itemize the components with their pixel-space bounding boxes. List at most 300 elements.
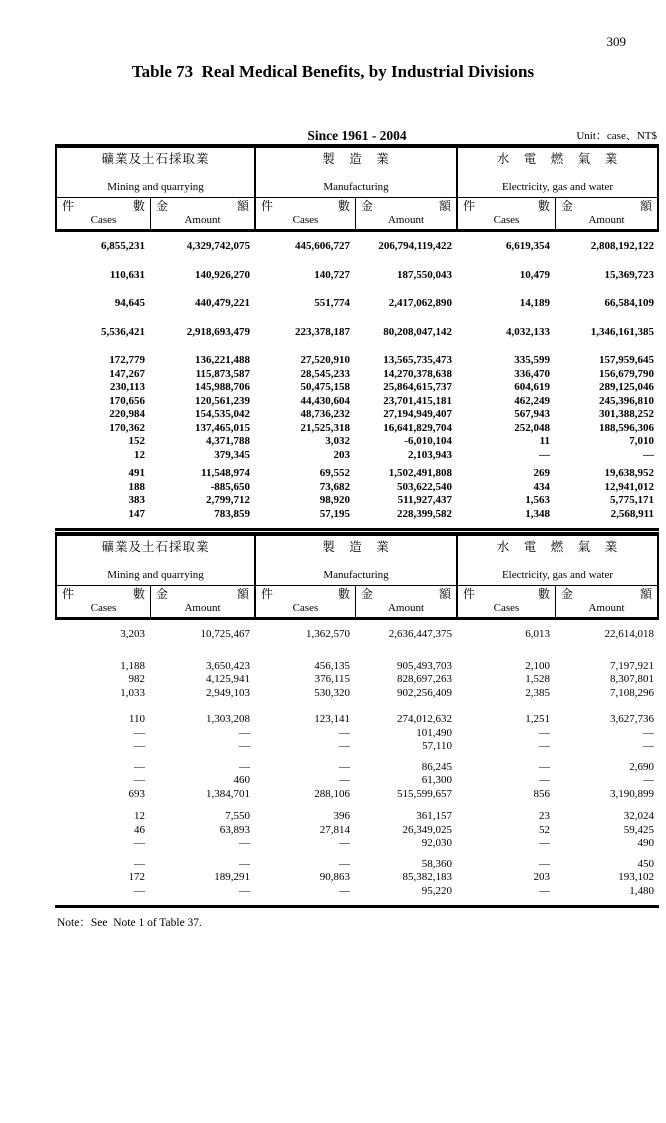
table-cell: 48,736,232 [300,408,350,420]
table-header [55,144,659,232]
row-block [55,858,659,899]
table-cell: 1,348 [525,507,550,520]
table-cell: 203 [533,871,550,883]
table-cell: 26,349,025 [402,823,452,836]
subcolumn-header-row [57,586,657,617]
table-cell: 3,032 [325,435,350,447]
table-cell: 530,320 [314,686,350,699]
table-subtitle [55,128,659,144]
table-cell: — [539,857,550,870]
table-cell: 4,329,742,075 [186,240,250,252]
table-cell: 32,024 [623,810,654,822]
table-cell: 1,563 [525,494,550,506]
table-cell: 2,417,062,890 [388,297,452,309]
table-cell: — [134,740,145,752]
subcolumn-title-zh [458,588,555,601]
table-lower-section [55,532,659,908]
table-cell: 170,362 [109,421,145,434]
table-cell: 23,701,415,181 [383,394,452,407]
table-row [55,508,659,522]
table-cell: 157,959,645 [599,354,654,366]
table-cell: 515,599,657 [397,787,452,800]
group-title-zh: 礦業及土石採取業 [101,152,210,166]
subcolumn-title-zh [151,588,254,601]
subcolumn-zh-right: 額 [639,587,652,601]
table-cell: 335,599 [514,354,550,366]
table-cell: 456,135 [314,659,350,672]
group-title-en: Manufacturing [323,569,389,581]
group-title-zh: 水 電 燃 氣 業 [496,152,619,166]
table-cell: 982 [128,673,145,685]
subcolumn-zh-right: 數 [132,587,145,601]
table-cell: — [239,740,250,752]
group-header-row [57,536,657,586]
subcolumn-header-row [57,198,657,229]
table-cell: — [339,884,350,897]
subcolumn-title-zh [356,588,456,601]
table-row [55,494,659,508]
row-block [55,628,659,642]
subcolumn-title-en: Amount [184,214,221,226]
table-cell: — [539,740,550,752]
table-row [55,467,659,481]
table-cell: 376,115 [314,673,350,685]
table-cell: 98,920 [319,494,350,506]
table-cell: 140,727 [314,268,350,281]
table-cell: 1,346,161,385 [590,325,654,338]
subcolumn-title-en: Cases [292,214,319,226]
table-cell: 1,303,208 [206,713,250,725]
unit-label: Unit：case、NT$ [576,130,657,142]
group-title-en: Manufacturing [323,181,389,193]
table-row [55,885,659,899]
table-caption [55,122,659,144]
table-cell: 145,988,706 [195,381,250,393]
row-block [55,660,659,701]
table-cell: 12 [134,448,145,461]
subcolumn-header [556,198,657,229]
column-group-header [458,148,657,197]
table-cell: 156,679,790 [599,367,654,380]
table-cell: 172,779 [109,354,145,366]
table-cell: 66,584,109 [604,297,654,309]
subcolumn-title-zh [556,200,657,213]
table-body [55,232,659,531]
table-row [55,240,659,254]
table-cell: 2,799,712 [206,494,250,506]
table-cell: 2,103,943 [408,448,452,461]
subcolumn-header [151,586,256,617]
table-cell: 95,220 [421,884,452,897]
table-cell: 27,814 [319,823,350,836]
table-cell: — [339,837,350,849]
table-cell: 14,189 [519,297,550,309]
table-cell: 11,548,974 [201,467,250,479]
table-row [55,660,659,674]
subcolumn-zh-left: 件 [62,587,75,601]
table-cell: — [134,857,145,870]
table-cell: — [134,774,145,786]
table-cell: 7,197,921 [610,659,654,672]
table-cell: — [339,726,350,739]
table-cell: — [239,884,250,897]
table-cell: 92,030 [421,837,452,849]
table-cell: 828,697,263 [397,673,452,685]
table-cell: 170,656 [109,394,145,407]
table-cell: 1,251 [525,713,550,725]
column-group-header [256,148,458,197]
table-cell: — [539,837,550,849]
table-cell: 16,641,829,704 [383,421,452,434]
table-cell: 3,627,736 [610,713,654,725]
subcolumn-zh-right: 額 [438,587,451,601]
table-cell: 905,493,703 [397,659,452,672]
table-cell: 13,565,735,473 [383,354,452,366]
page-number: 309 [606,34,626,49]
table-cell: 1,480 [629,884,654,897]
table-cell: 288,106 [314,787,350,800]
table-row [55,381,659,395]
subcolumn-header [356,586,458,617]
subcolumn-zh-left: 金 [156,587,169,601]
table-cell: 2,949,103 [206,686,250,699]
subcolumn-title-en: Amount [588,214,625,226]
table-cell: 383 [128,494,145,506]
table-cell: — [539,884,550,897]
table-cell: 220,984 [109,408,145,420]
table-upper-section [55,144,659,531]
table-cell: 5,536,421 [101,325,145,338]
table-header [55,532,659,620]
subcolumn-title-en: Amount [387,214,425,226]
table-cell: 245,396,810 [599,394,654,407]
table-cell: 511,927,437 [397,494,452,506]
group-header-row [57,148,657,198]
table-cell: 22,614,018 [604,628,654,640]
table-row [55,774,659,788]
row-block [55,297,659,311]
table-cell: 206,794,119,422 [378,240,452,252]
group-title-zh: 水 電 燃 氣 業 [496,540,619,554]
table-cell: 269 [533,467,550,479]
table-cell: 187,550,043 [397,268,452,281]
row-block [55,761,659,802]
table-row [55,449,659,463]
table-cell: 4,032,133 [506,325,550,338]
row-block [55,326,659,340]
table-cell: 223,378,187 [295,325,350,338]
table-cell: 189,291 [214,871,250,883]
table-cell: 1,362,570 [306,628,350,640]
table-cell: 1,528 [525,673,550,685]
table-cell: — [239,857,250,870]
table-row [55,354,659,368]
table-cell: — [539,448,550,461]
subcolumn-header [458,198,556,229]
table-cell: 188 [128,480,145,493]
table-cell: 1,188 [120,659,145,672]
subcolumn-header [556,586,657,617]
subcolumn-zh-left: 金 [361,199,374,213]
subcolumn-zh-right: 額 [236,199,249,213]
table-cell: — [339,740,350,752]
table-cell: 57,195 [319,507,350,520]
group-title-en: Electricity, gas and water [501,181,614,193]
subcolumn-header [57,198,151,229]
table-cell: — [239,760,250,773]
table-cell: 140,926,270 [195,268,250,281]
table-cell: 50,475,158 [300,381,350,393]
table-cell: 2,385 [525,686,550,699]
table-cell: 460 [233,774,250,786]
page-title: Table 73 Real Medical Benefits, by Industrial Divisions [131,62,535,81]
table-row [55,824,659,838]
table-cell: — [134,726,145,739]
table-cell: 120,561,239 [195,394,250,407]
table-cell: 4,125,941 [206,673,250,685]
row-block [55,240,659,254]
table-cell: 46 [134,823,145,836]
table-cell: 445,606,727 [295,240,350,252]
table-cell: 12,941,012 [604,480,654,493]
table-cell: 7,550 [225,810,250,822]
row-block [55,810,659,851]
table-row [55,368,659,382]
table-cell: 6,855,231 [101,240,145,252]
table-cell: 434 [533,480,550,493]
subcolumn-title-en: Cases [292,602,319,614]
table-cell: 73,682 [319,480,350,493]
table-cell: 90,863 [319,871,350,883]
subcolumn-header [57,586,151,617]
subcolumn-title-en: Amount [387,602,425,614]
table-cell: 7,010 [629,435,654,447]
subcolumn-zh-left: 金 [361,587,374,601]
table-cell: 203 [333,448,350,461]
table-cell: — [134,760,145,773]
table-cell: 5,775,171 [610,494,654,506]
table-cell: 110,631 [109,268,145,281]
subcolumn-title-en: Cases [493,214,520,226]
table-cell: 193,102 [618,871,654,883]
table-cell: 137,465,015 [195,421,250,434]
table-cell: 58,360 [421,857,452,870]
table-cell: 289,125,046 [599,381,654,393]
table-cell: 101,490 [416,726,452,739]
table-cell: 10,725,467 [200,628,250,640]
table-row [55,408,659,422]
subcolumn-title-zh [256,588,355,601]
table-cell: 61,300 [421,774,452,786]
table-cell: 693 [128,787,145,800]
table-cell: — [643,774,654,786]
table-cell: 2,918,693,479 [186,325,250,338]
subcolumn-zh-right: 數 [537,199,550,213]
table-row [55,871,659,885]
table-cell: 52 [539,823,550,836]
table-cell: -885,650 [210,480,250,493]
table-row [55,858,659,872]
table-row [55,761,659,775]
table-cell: 3,203 [120,628,145,640]
subcolumn-zh-left: 金 [561,587,574,601]
table-cell: 396 [333,810,350,822]
table-row [55,673,659,687]
table-cell: 301,388,252 [599,408,654,420]
table-cell: 252,048 [514,421,550,434]
subcolumn-header [256,198,356,229]
table-row [55,687,659,701]
table-cell: 147,267 [109,367,145,380]
table-cell: — [539,760,550,773]
subcolumn-title-zh [57,200,150,213]
table-cell: 14,270,378,638 [383,367,452,380]
table-cell: 8,307,801 [610,673,654,685]
table-note: Note：See Note 1 of Table 37. [57,917,202,929]
table-cell: 152 [128,435,145,447]
subcolumn-title-zh [356,200,456,213]
group-title-zh: 礦業及土石採取業 [101,540,210,554]
table-cell: 228,399,582 [397,507,452,520]
table-cell: 28,545,233 [300,367,350,380]
table-cell: 7,108,296 [610,686,654,699]
table-cell: 172 [128,871,145,883]
table-cell: 147 [128,507,145,520]
table-cell: 604,619 [514,381,550,393]
table-row [55,727,659,741]
table-cell: — [339,760,350,773]
table-body [55,620,659,908]
table-cell: 2,808,192,122 [590,240,654,252]
table-row [55,837,659,851]
group-title-en: Mining and quarrying [107,181,204,193]
table-cell: 856 [533,787,550,800]
subcolumn-zh-left: 件 [463,199,476,213]
subcolumn-zh-left: 金 [561,199,574,213]
table-cell: — [539,726,550,739]
table-row [55,481,659,495]
table-cell: 154,535,042 [195,408,250,420]
table-cell: 63,893 [219,823,250,836]
group-title-en: Electricity, gas and water [501,569,614,581]
table-cell: 361,157 [416,810,452,822]
table-cell: 15,369,723 [604,268,654,281]
subcolumn-title-zh [256,200,355,213]
table-cell: 6,013 [525,628,550,640]
subcolumn-title-zh [151,200,254,213]
table-cell: 94,645 [114,297,145,309]
table-cell: 379,345 [214,448,250,461]
table-cell: 2,100 [525,659,550,672]
column-group-header [458,536,657,585]
table-cell: 57,110 [422,740,452,752]
subcolumn-zh-right: 額 [639,199,652,213]
table-cell: 85,382,183 [402,871,452,883]
table-cell: 491 [128,467,145,479]
table-row [55,297,659,311]
subcolumn-title-en: Amount [184,602,221,614]
table-cell: 11 [539,435,550,447]
table-cell: 25,864,615,737 [383,381,452,393]
table-cell: 783,859 [214,507,250,520]
group-title-en: Mining and quarrying [107,569,204,581]
table-cell: — [643,726,654,739]
table-cell: — [134,837,145,849]
subcolumn-zh-left: 件 [62,199,75,213]
table-cell: 136,221,488 [195,354,250,366]
subcolumn-header [256,586,356,617]
table-cell: 1,502,491,808 [388,467,452,479]
subcolumn-title-zh [458,200,555,213]
subcolumn-zh-left: 金 [156,199,169,213]
subcolumn-title-zh [57,588,150,601]
table-cell: 115,873,587 [195,367,250,380]
row-block [55,467,659,521]
subcolumn-zh-right: 數 [132,199,145,213]
table-cell: 1,384,701 [206,787,250,800]
subcolumn-title-en: Cases [90,602,117,614]
table-cell: 12 [134,810,145,822]
table-cell: 551,774 [314,297,350,309]
table-cell: 23 [539,810,550,822]
subcolumn-title-zh [556,588,657,601]
table-cell: 2,690 [629,760,654,773]
column-group-header [256,536,458,585]
subcolumn-zh-left: 件 [261,587,274,601]
table-cell: 490 [637,837,654,849]
subcolumn-header [458,586,556,617]
table-cell: — [539,774,550,786]
table-cell: 44,430,604 [300,394,350,407]
table-cell: -6,010,104 [404,435,452,447]
table-row [55,269,659,283]
subcolumn-zh-right: 數 [537,587,550,601]
table-row [55,395,659,409]
table-cell: 3,650,423 [206,659,250,672]
table-cell: — [239,726,250,739]
table-row [55,326,659,340]
group-title-zh: 製 造 業 [322,152,390,166]
subcolumn-header [356,198,458,229]
subcolumn-title-en: Cases [493,602,520,614]
subcolumn-zh-right: 數 [337,587,350,601]
table-cell: 503,622,540 [397,480,452,493]
table-cell: 123,141 [314,713,350,725]
table-cell: 188,596,306 [599,421,654,434]
table-cell: — [643,448,654,461]
subtitle-text: Since 1961 - 2004 [307,128,407,143]
column-group-header [57,148,256,197]
table-cell: — [643,740,654,752]
table-row [55,435,659,449]
table-cell: 69,552 [319,467,350,479]
table-cell: 27,194,949,407 [383,408,452,420]
table-row [55,788,659,802]
table-cell: 27,520,910 [300,354,350,366]
table-cell: 4,371,788 [206,435,250,447]
subcolumn-header [151,198,256,229]
subcolumn-zh-right: 數 [337,199,350,213]
table-cell: 80,208,047,142 [383,325,452,338]
table-cell: 110 [128,713,145,725]
table-cell: 10,479 [519,268,550,281]
table-cell: 567,943 [514,408,550,420]
group-title-zh: 製 造 業 [322,540,390,554]
column-group-header [57,536,256,585]
subcolumn-zh-left: 件 [261,199,274,213]
table-cell: 3,190,899 [610,787,654,800]
table-row [55,713,659,727]
